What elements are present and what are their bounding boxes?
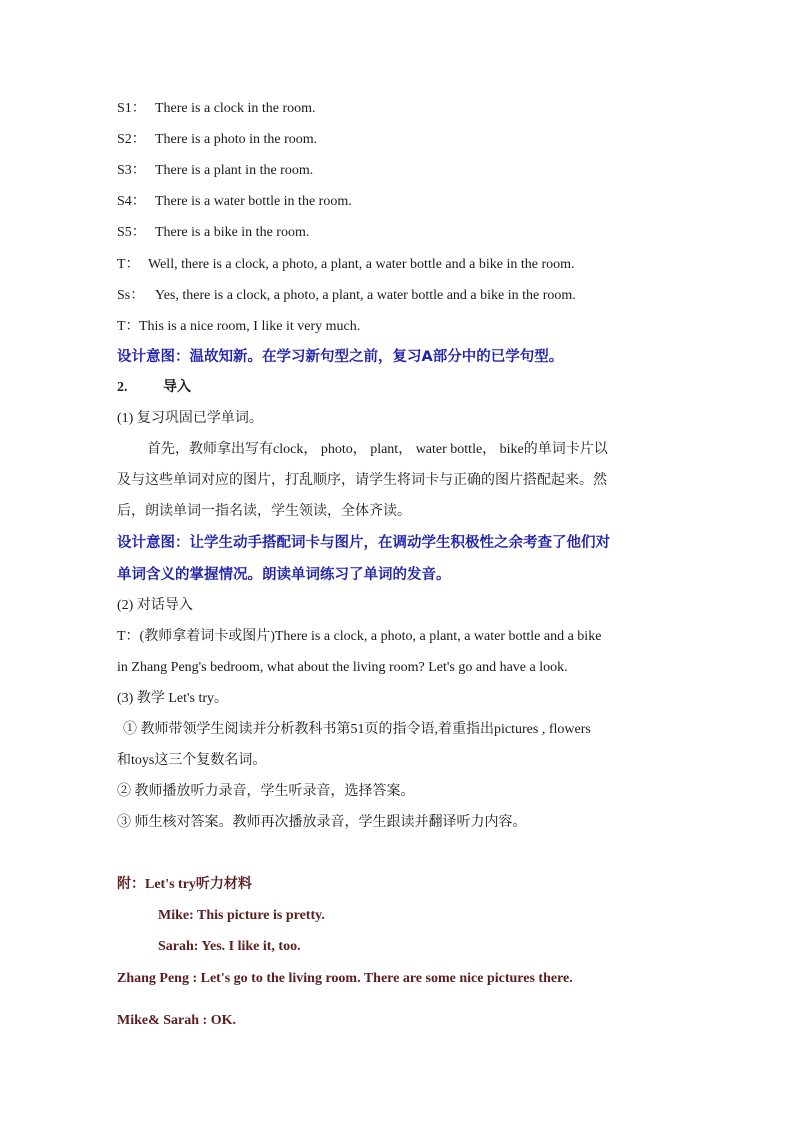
appendix-line-mike: Mike: This picture is pretty. bbox=[158, 908, 325, 923]
step-2-title: (2) 对话导入 bbox=[117, 598, 193, 613]
dialogue-line-s2: S2： There is a photo in the room. bbox=[117, 132, 318, 147]
step-3-item-1-line-1: ① 教师带领学生阅读并分析教科书第51页的指令语,着重指出pictures , flowers bbox=[123, 722, 591, 737]
dialogue-line-s4: S4： There is a water bottle in the room. bbox=[117, 194, 352, 209]
step-3-title: (3) 教学 Let's try。 bbox=[117, 691, 229, 706]
design-intent-2-line-1: 设计意图：让学生动手搭配词卡与图片，在调动学生积极性之余考查了他们对 bbox=[117, 535, 610, 551]
step-2-line-2: in Zhang Peng's bedroom, what about the living room? Let's go and have a look. bbox=[117, 660, 568, 675]
appendix-line-mike-sarah: Mike& Sarah : OK. bbox=[117, 1013, 236, 1028]
dialogue-line-s5: S5： There is a bike in the room. bbox=[117, 225, 310, 240]
appendix-line-zhang-peng: Zhang Peng : Let's go to the living room. There are some nice pictures there. bbox=[117, 971, 573, 986]
step-1-paragraph-line-3: 后，朗读单词一指名读，学生领读，全体齐读。 bbox=[117, 504, 411, 519]
appendix-line-sarah: Sarah: Yes. I like it, too. bbox=[158, 939, 301, 954]
step-2-line-1: T：(教师拿着词卡或图片)There is a clock, a photo, a plant, a water bottle and a bike bbox=[117, 629, 602, 644]
step-1-title: (1) 复习巩固已学单词。 bbox=[117, 411, 263, 426]
section-2-heading: 2. 导入 bbox=[117, 380, 191, 395]
step-3-item-2: ② 教师播放听力录音，学生听录音，选择答案。 bbox=[117, 784, 415, 799]
dialogue-line-s1: S1： There is a clock in the room. bbox=[117, 101, 316, 116]
dialogue-line-ss: Ss： Yes, there is a clock, a photo, a plant, a water bottle and a bike in the room. bbox=[117, 288, 576, 303]
step-3-item-3: ③ 师生核对答案。教师再次播放录音，学生跟读并翻译听力内容。 bbox=[117, 815, 527, 830]
dialogue-line-t2: T：This is a nice room, I like it very much. bbox=[117, 319, 361, 334]
design-intent-2-line-2: 单词含义的掌握情况。朗读单词练习了单词的发音。 bbox=[117, 567, 451, 583]
dialogue-line-t: T： Well, there is a clock, a photo, a plant, a water bottle and a bike in the room. bbox=[117, 257, 575, 272]
appendix-title: 附：Let's try听力材料 bbox=[117, 877, 252, 892]
dialogue-line-s3: S3： There is a plant in the room. bbox=[117, 163, 314, 178]
step-1-paragraph-line-1: 首先，教师拿出写有clock， photo， plant， water bottle， bike的单词卡片以 bbox=[147, 442, 608, 457]
step-1-paragraph-line-2: 及与这些单词对应的图片，打乱顺序，请学生将词卡与正确的图片搭配起来。然 bbox=[117, 473, 607, 488]
step-3-item-1-line-2: 和toys这三个复数名词。 bbox=[117, 753, 267, 768]
design-intent-1: 设计意图：温故知新。在学习新句型之前，复习A部分中的已学句型。 bbox=[117, 349, 564, 365]
